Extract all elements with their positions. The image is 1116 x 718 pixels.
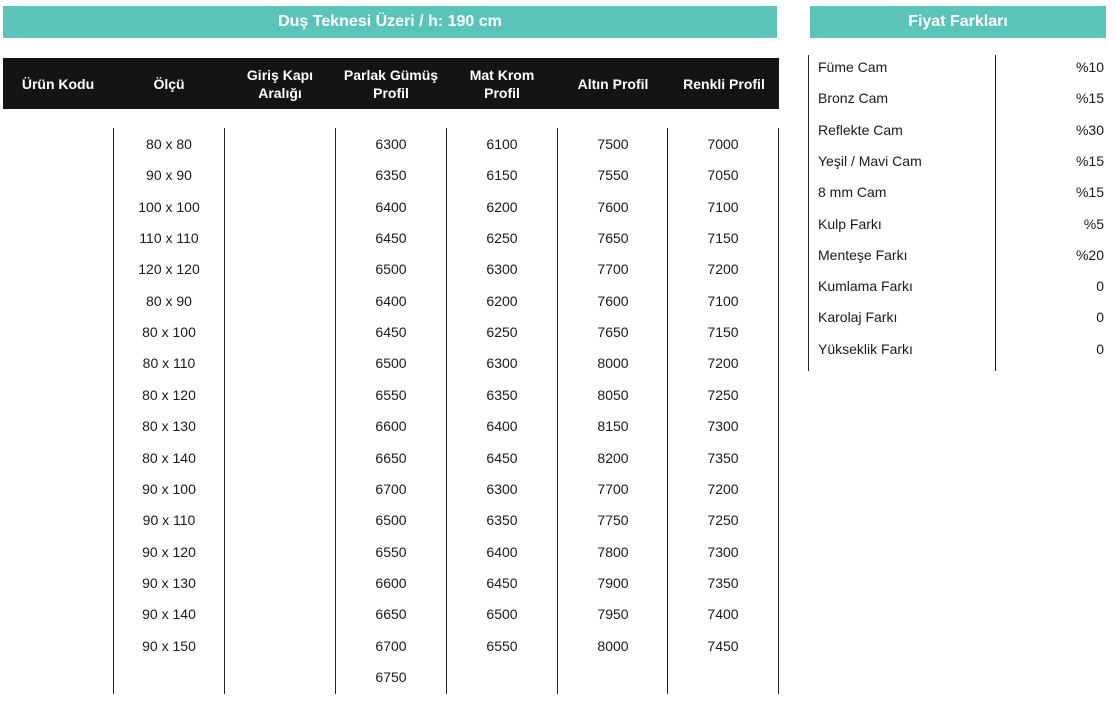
mat-krom-cell: 6300 xyxy=(486,355,518,372)
parlak-gumus-cell: 6450 xyxy=(375,324,407,341)
price-difference-value: %15 xyxy=(1075,90,1104,107)
column-divider xyxy=(224,128,225,694)
column-header-olcu: Ölçü xyxy=(153,75,185,92)
parlak-gumus-cell: 6600 xyxy=(375,574,407,591)
price-difference-label: Füme Cam xyxy=(818,59,888,75)
price-difference-row xyxy=(808,149,1108,180)
mat-krom-cell: 6250 xyxy=(486,230,518,247)
column-header-renkli: Renkli Profil xyxy=(683,75,765,92)
price-difference-row xyxy=(808,118,1108,149)
price-difference-row xyxy=(808,305,1108,336)
price-difference-value: 0 xyxy=(1096,340,1104,357)
renkli-cell: 7100 xyxy=(707,292,739,309)
mat-krom-cell: 6200 xyxy=(486,198,518,215)
column-header-giris-kapi: Giriş Kapı Aralığı xyxy=(246,66,314,101)
renkli-cell: 7300 xyxy=(707,543,739,560)
mat-krom-cell: 6400 xyxy=(486,418,518,435)
renkli-cell: 7050 xyxy=(707,167,739,184)
price-difference-label: Karolaj Farkı xyxy=(818,309,898,326)
price-difference-value: 0 xyxy=(1096,309,1104,326)
renkli-cell: 7350 xyxy=(707,449,739,466)
renkli-cell: 7300 xyxy=(707,418,739,435)
renkli-cell: 7450 xyxy=(707,637,739,654)
price-difference-value: %15 xyxy=(1075,184,1104,201)
altin-cell: 7650 xyxy=(597,230,629,247)
price-difference-label: Menteşe Farkı xyxy=(818,246,908,263)
renkli-cell: 7200 xyxy=(707,261,739,278)
price-difference-label: Kulp Farkı xyxy=(818,215,882,232)
price-difference-row xyxy=(808,55,1108,86)
altin-cell: 8050 xyxy=(597,386,629,403)
price-difference-value: 0 xyxy=(1096,278,1104,295)
mat-krom-cell: 6500 xyxy=(486,606,518,623)
price-difference-row xyxy=(808,180,1108,211)
parlak-gumus-cell: 6650 xyxy=(375,606,407,623)
altin-cell: 8200 xyxy=(597,449,629,466)
size-cell: 90 x 120 xyxy=(142,543,196,560)
renkli-cell: 7250 xyxy=(707,512,739,529)
mat-krom-cell: 6300 xyxy=(486,261,518,278)
altin-cell: 7800 xyxy=(597,543,629,560)
altin-cell: 8150 xyxy=(597,418,629,435)
mat-krom-cell: 6100 xyxy=(486,136,518,152)
altin-cell: 7950 xyxy=(597,606,629,623)
price-difference-value: %5 xyxy=(1083,215,1104,232)
column-divider xyxy=(778,128,779,694)
price-difference-row xyxy=(808,243,1108,274)
parlak-gumus-cell: 6500 xyxy=(375,261,407,278)
price-difference-row xyxy=(808,212,1108,243)
renkli-cell: 7400 xyxy=(707,606,739,623)
mat-krom-cell: 6450 xyxy=(486,574,518,591)
size-cell: 110 x 110 xyxy=(139,230,199,247)
parlak-gumus-cell: 6600 xyxy=(375,418,407,435)
renkli-cell: 7000 xyxy=(707,136,739,152)
size-cell: 80 x 140 xyxy=(142,449,196,466)
size-cell: 80 x 130 xyxy=(142,418,196,435)
price-difference-label: Yeşil / Mavi Cam xyxy=(818,152,922,169)
renkli-cell: 7200 xyxy=(707,480,739,497)
parlak-gumus-cell: 6750 xyxy=(375,668,407,685)
size-cell: 80 x 120 xyxy=(142,386,196,403)
size-cell: 90 x 100 xyxy=(142,480,196,497)
renkli-cell: 7250 xyxy=(707,386,739,403)
parlak-gumus-cell: 6550 xyxy=(375,543,407,560)
price-difference-label: 8 mm Cam xyxy=(818,184,887,201)
column-header-parlak-gumus: Parlak Gümüş Profil xyxy=(343,66,439,101)
mat-krom-cell: 6550 xyxy=(486,637,518,654)
price-difference-row xyxy=(808,274,1108,305)
table-title: Duş Teknesi Üzeri / h: 190 cm xyxy=(3,6,777,38)
parlak-gumus-cell: 6650 xyxy=(375,449,407,466)
size-cell: 90 x 140 xyxy=(142,606,196,623)
price-difference-value: %15 xyxy=(1075,152,1104,169)
parlak-gumus-cell: 6400 xyxy=(375,292,407,309)
parlak-gumus-cell: 6550 xyxy=(375,386,407,403)
size-cell: 120 x 120 xyxy=(138,261,200,278)
mat-krom-cell: 6400 xyxy=(486,543,518,560)
size-cell: 90 x 110 xyxy=(142,512,196,529)
parlak-gumus-cell: 6350 xyxy=(375,167,407,184)
price-difference-value: %30 xyxy=(1075,121,1104,138)
mat-krom-cell: 6200 xyxy=(486,292,518,309)
altin-cell: 7550 xyxy=(597,167,629,184)
size-cell: 100 x 100 xyxy=(138,198,200,215)
price-difference-value: %10 xyxy=(1075,59,1104,75)
parlak-gumus-cell: 6500 xyxy=(375,355,407,372)
table-header xyxy=(3,58,779,109)
price-difference-value: %20 xyxy=(1075,246,1104,263)
price-difference-row xyxy=(808,86,1108,117)
price-difference-row xyxy=(808,337,1108,368)
size-cell: 90 x 130 xyxy=(142,574,196,591)
price-differences-title: Fiyat Farkları xyxy=(810,6,1106,38)
renkli-cell: 7200 xyxy=(707,355,739,372)
altin-cell: 8000 xyxy=(597,355,629,372)
parlak-gumus-cell: 6300 xyxy=(375,136,407,152)
renkli-cell: 7350 xyxy=(707,574,739,591)
parlak-gumus-cell: 6400 xyxy=(375,198,407,215)
column-header-mat-krom: Mat Krom Profil xyxy=(469,66,535,101)
altin-cell: 7500 xyxy=(597,136,629,152)
size-cell: 90 x 150 xyxy=(142,637,196,654)
renkli-cell: 7150 xyxy=(707,230,739,247)
parlak-gumus-cell: 6500 xyxy=(375,512,407,529)
renkli-cell: 7100 xyxy=(707,198,739,215)
mat-krom-cell: 6300 xyxy=(486,480,518,497)
size-cell: 90 x 90 xyxy=(146,167,192,184)
altin-cell: 7700 xyxy=(597,480,629,497)
altin-cell: 7600 xyxy=(597,292,629,309)
size-cell: 80 x 110 xyxy=(142,355,196,372)
column-header-urun-kodu: Ürün Kodu xyxy=(21,75,95,92)
altin-cell: 7900 xyxy=(597,574,629,591)
altin-cell: 7650 xyxy=(597,324,629,341)
size-cell: 80 x 90 xyxy=(146,292,192,309)
parlak-gumus-cell: 6700 xyxy=(375,480,407,497)
altin-cell: 7600 xyxy=(597,198,629,215)
price-difference-label: Kumlama Farkı xyxy=(818,278,913,295)
mat-krom-cell: 6250 xyxy=(486,324,518,341)
column-header-altin: Altın Profil xyxy=(577,75,649,92)
altin-cell: 7700 xyxy=(597,261,629,278)
mat-krom-cell: 6450 xyxy=(486,449,518,466)
size-cell: 80 x 80 xyxy=(146,136,192,152)
renkli-cell: 7150 xyxy=(707,324,739,341)
altin-cell: 7750 xyxy=(597,512,629,529)
price-difference-label: Yükseklik Farkı xyxy=(818,340,913,357)
price-difference-label: Bronz Cam xyxy=(818,90,889,107)
size-cell: 80 x 100 xyxy=(142,324,196,341)
parlak-gumus-cell: 6450 xyxy=(375,230,407,247)
parlak-gumus-cell: 6700 xyxy=(375,637,407,654)
altin-cell: 8000 xyxy=(597,637,629,654)
price-difference-label: Reflekte Cam xyxy=(818,121,903,138)
mat-krom-cell: 6150 xyxy=(486,167,518,184)
mat-krom-cell: 6350 xyxy=(486,386,518,403)
mat-krom-cell: 6350 xyxy=(486,512,518,529)
